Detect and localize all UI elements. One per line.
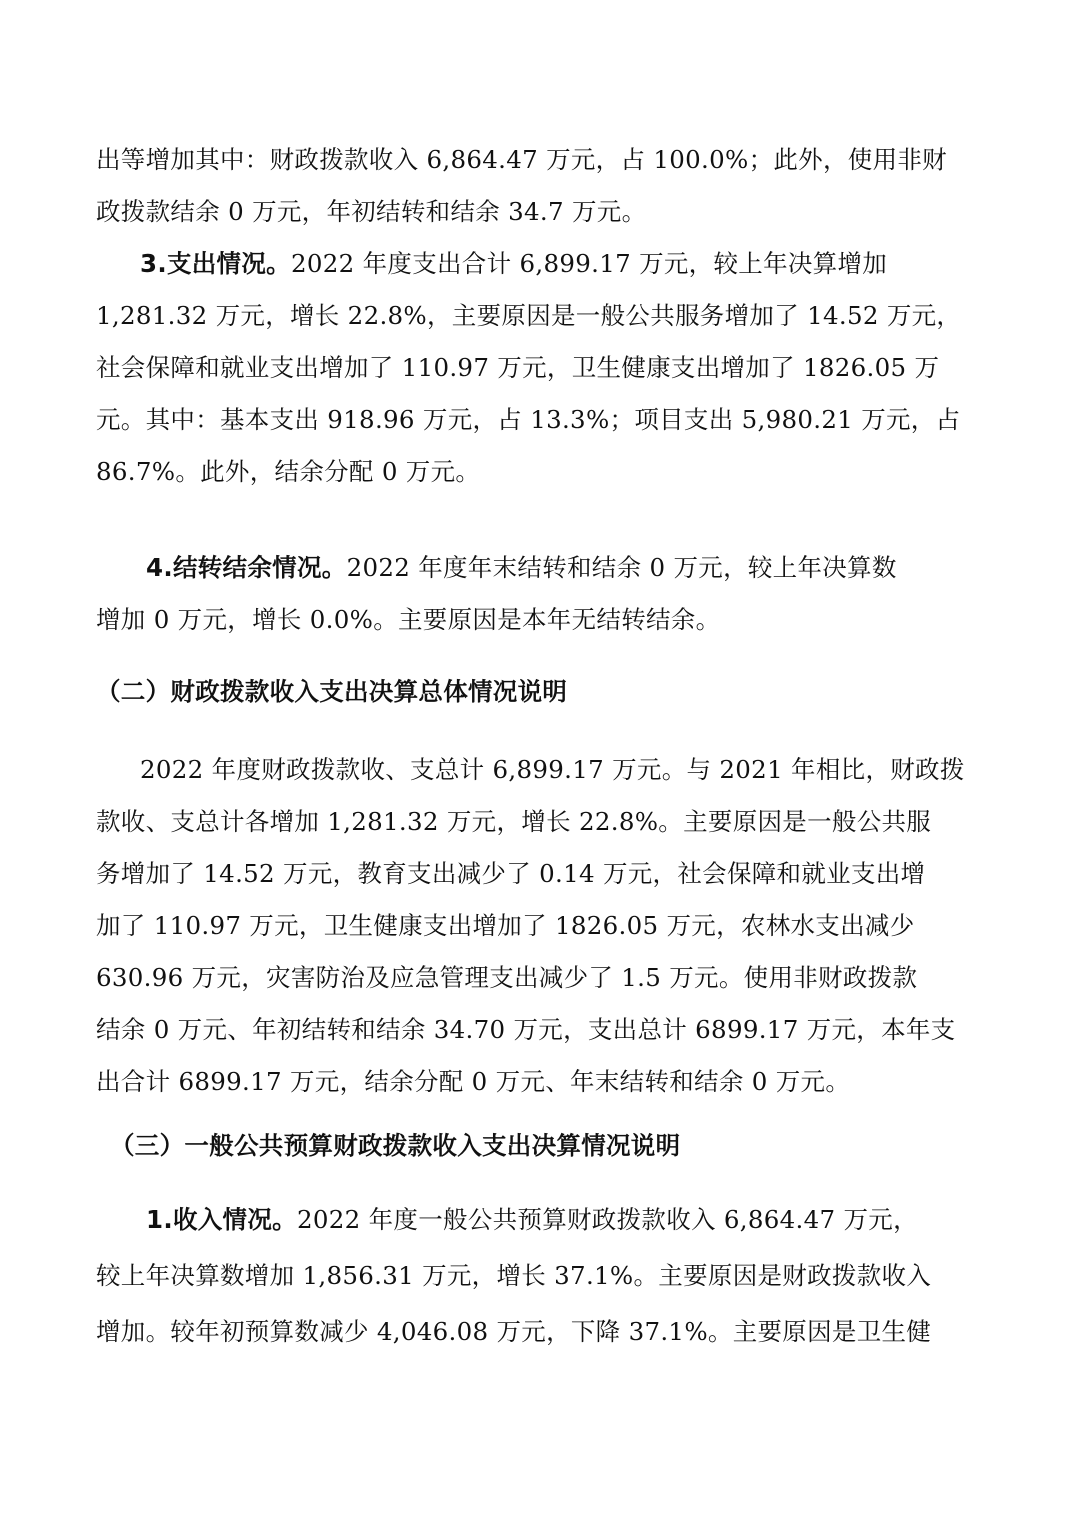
- paragraph-line: 出等增加其中：财政拨款收入 6,864.47 万元，占 100.0%；此外，使用非财: [96, 145, 947, 174]
- paragraph-line: [146, 552, 897, 584]
- paragraph-line: 增加。较年初预算数减少 4,046.08 万元，下降 37.1%。主要原因是卫生健: [96, 1317, 932, 1346]
- paragraph-line: 款收、支总计各增加 1,281.32 万元，增长 22.8%。主要原因是一般公共服: [96, 807, 932, 836]
- section-heading: （三）一般公共预算财政拨款收入支出决算情况说明: [110, 1131, 681, 1160]
- paragraph-line: 较上年决算数增加 1,856.31 万元，增长 37.1%。主要原因是财政拨款收入: [96, 1261, 932, 1290]
- paragraph-text: 2022 年度支出合计 6,899.17 万元，较上年决算增加: [290, 249, 888, 278]
- paragraph-text: 2022 年度一般公共预算财政拨款收入 6,864.47 万元，: [296, 1205, 918, 1234]
- paragraph-line: [140, 248, 887, 280]
- subsection-heading: 4.结转结余情况。: [146, 553, 347, 582]
- paragraph-line: 加了 110.97 万元，卫生健康支出增加了 1826.05 万元，农林水支出减少: [96, 911, 915, 940]
- paragraph-text: 2022 年度年末结转和结余 0 万元，较上年决算数: [346, 553, 897, 582]
- section-heading: （二）财政拨款收入支出决算总体情况说明: [96, 677, 568, 706]
- paragraph-line: 增加 0 万元，增长 0.0%。主要原因是本年无结转结余。: [96, 605, 721, 634]
- paragraph-line: 元。其中：基本支出 918.96 万元，占 13.3%；项目支出 5,980.21 万元，占: [96, 405, 961, 434]
- paragraph-line: 1,281.32 万元，增长 22.8%，主要原因是一般公共服务增加了 14.52 万元，: [96, 301, 962, 330]
- paragraph-line: 结余 0 万元、年初结转和结余 34.70 万元，支出总计 6899.17 万元，本年支: [96, 1015, 956, 1044]
- paragraph-line: 2022 年度财政拨款收、支总计 6,899.17 万元。与 2021 年相比，财政拨: [140, 755, 965, 784]
- subsection-heading: 3.支出情况。: [140, 249, 291, 278]
- paragraph-line: [146, 1204, 918, 1236]
- paragraph-line: 86.7%。此外，结余分配 0 万元。: [96, 457, 481, 486]
- paragraph-line: 出合计 6899.17 万元，结余分配 0 万元、年末结转和结余 0 万元。: [96, 1067, 851, 1096]
- paragraph-line: 社会保障和就业支出增加了 110.97 万元，卫生健康支出增加了 1826.05 万: [96, 353, 940, 382]
- subsection-heading: 1.收入情况。: [146, 1205, 297, 1234]
- paragraph-line: 政拨款结余 0 万元，年初结转和结余 34.7 万元。: [96, 197, 647, 226]
- paragraph-line: 务增加了 14.52 万元，教育支出减少了 0.14 万元，社会保障和就业支出增: [96, 859, 926, 888]
- paragraph-line: 630.96 万元，灾害防治及应急管理支出减少了 1.5 万元。使用非财政拨款: [96, 963, 918, 992]
